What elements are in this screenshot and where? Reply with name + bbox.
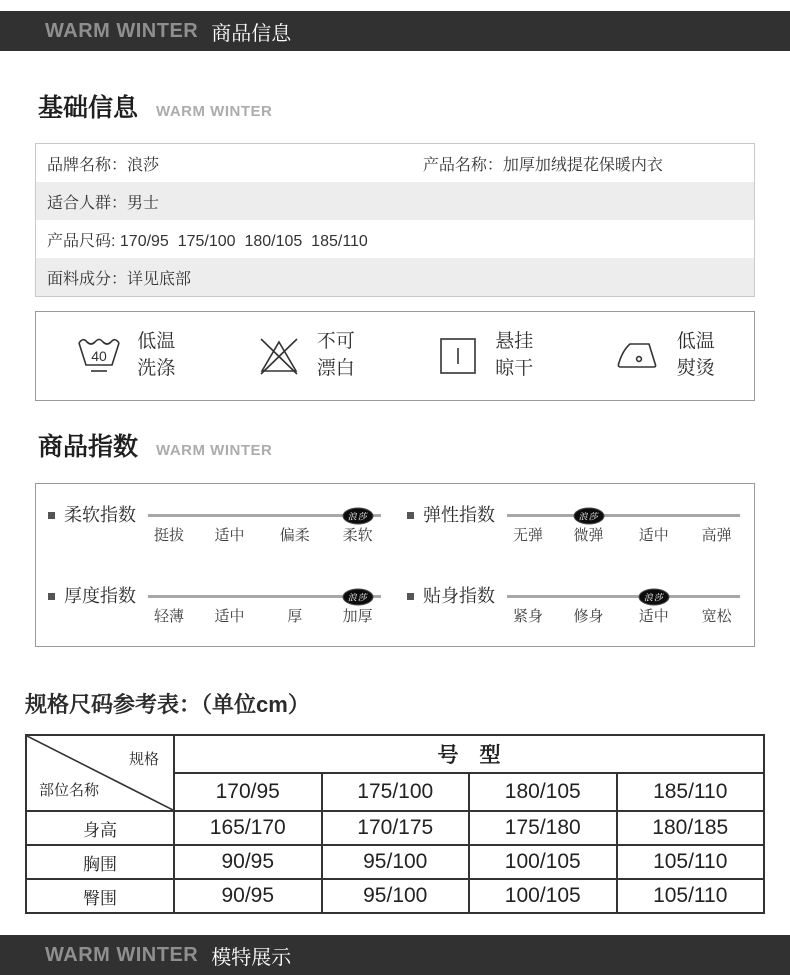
size-chart-title: 规格尺码参考表：（单位cm） [25,692,310,717]
care-label: 低温 洗涤 [137,331,176,379]
size-col: 175/100 [322,773,470,811]
size-col: 185/110 [617,773,765,811]
index-fit: 贴身指数 浪莎 紧身 修身 适中 宽松 [395,565,754,646]
row-label: 臀围 [26,879,174,913]
slider-ticks: 轻薄 适中 厚 加厚 [153,608,373,625]
table-row-height: 身高 165/170 170/175 175/180 180/185 [26,811,764,845]
slider-ticks: 挺拔 适中 偏柔 柔软 [153,527,373,544]
svg-text:40: 40 [91,348,108,364]
care-label: 悬挂 晾干 [495,331,534,379]
slider-track [148,511,381,521]
brand-marker-icon: 浪莎 [573,507,604,524]
basic-info-heading [38,88,790,124]
row-label: 胸围 [26,845,174,879]
product-index-panel [35,483,755,647]
care-item-bleach [216,312,396,400]
size-chart-table [25,734,765,914]
care-label: 低温 熨烫 [676,331,715,379]
corner-header-cell [26,735,174,811]
slider-track [507,511,740,521]
corner-part-label: 部位名称 [39,782,100,799]
care-item-dry [395,312,575,400]
softness-slider [148,511,381,565]
table-row-chest: 胸围 90/95 95/100 100/105 105/110 [26,845,764,879]
brand-marker-icon: 浪莎 [342,588,373,605]
target-group-cell: 适合人群：男士 [47,194,160,212]
fabric-cell: 面料成分：详见底部 [47,270,192,288]
care-item-iron [575,312,755,400]
slider-ticks: 无弹 微弹 适中 高弹 [512,527,732,544]
product-index-heading [38,427,790,463]
basic-info-table [35,143,755,297]
brand-marker-icon: 浪莎 [342,507,373,524]
basic-info-subtitle: WARM WINTER [156,103,273,120]
iron-low-temp-icon [614,335,662,377]
table-row [36,220,754,258]
care-label: 不可 漂白 [316,331,355,379]
product-index-title: 商品指数 [38,433,139,461]
table-row [36,258,754,296]
product-index-subtitle: WARM WINTER [156,442,273,459]
brand-text: WARM WINTER [45,943,199,966]
basic-info-title: 基础信息 [38,94,139,122]
section-bar-title: 商品信息 [211,22,292,45]
product-sizes-cell: 产品尺码: 170/95 175/100 180/105 185/110 [47,232,368,250]
bullet-icon [48,593,55,600]
table-row [36,144,754,182]
care-item-wash [36,312,216,400]
model-type-header: 号 型 [174,735,764,773]
bullet-icon [407,512,414,519]
brand-name-cell: 品牌名称：浪莎 [47,156,160,174]
care-instructions-panel [35,311,755,401]
section-bar-title: 模特展示 [211,946,292,969]
bullet-icon [407,593,414,600]
slider-track [148,592,381,602]
corner-spec-label: 规格 [128,751,159,768]
hang-dry-icon [436,334,480,378]
bullet-icon [48,512,55,519]
brand-marker-icon: 浪莎 [638,588,669,605]
table-row-hip: 臀围 90/95 95/100 100/105 105/110 [26,879,764,913]
size-col: 170/95 [174,773,322,811]
slider-ticks: 紧身 修身 适中 宽松 [512,608,732,625]
index-thickness: 厚度指数 浪莎 轻薄 适中 厚 加厚 [36,565,395,646]
table-row [36,182,754,220]
thickness-slider [148,592,381,646]
top-section-bar [0,11,790,51]
size-col: 180/105 [469,773,617,811]
index-softness: 柔软指数 浪莎 挺拔 适中 偏柔 柔软 [36,484,395,565]
product-name-cell: 产品名称：加厚加绒提花保暖内衣 [422,156,663,174]
fit-slider [507,592,740,646]
index-elasticity: 弹性指数 浪莎 无弹 微弹 适中 高弹 [395,484,754,565]
elasticity-slider [507,511,740,565]
brand-text: WARM WINTER [45,19,199,42]
bottom-section-bar [0,935,790,975]
no-bleach-icon [256,334,302,378]
row-label: 身高 [26,811,174,845]
slider-track [507,592,740,602]
wash-low-temp-icon [76,334,122,378]
